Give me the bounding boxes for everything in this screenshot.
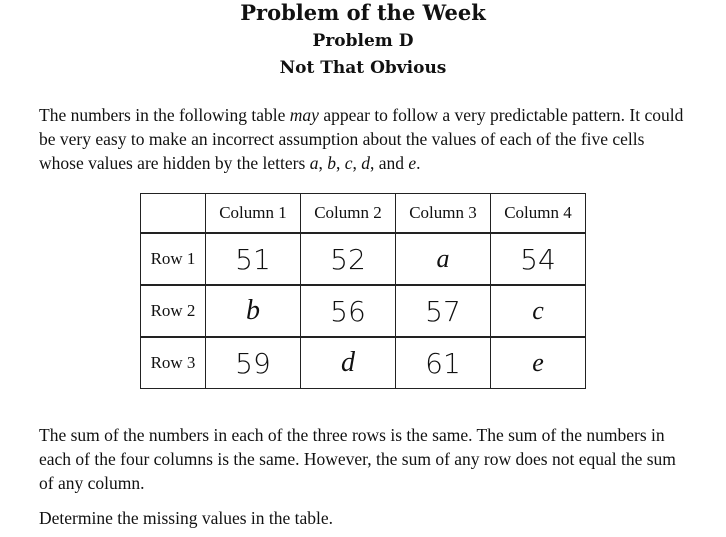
table-header-row [141, 194, 586, 233]
column-header: Column 3 [396, 194, 491, 233]
problem-name: Not That Obvious [279, 58, 447, 78]
table-cell-unknown-c: c [491, 286, 586, 337]
intro-emphasis: may [289, 105, 319, 125]
table-cell: 54 [491, 234, 586, 285]
intro-paragraph [39, 103, 691, 175]
variable-b: b [327, 153, 336, 173]
intro-end: . [416, 153, 421, 173]
separator: , and [369, 153, 409, 173]
row-label: Row 1 [141, 234, 206, 285]
variable-d: d [361, 153, 370, 173]
table-cell: 59 [206, 338, 301, 389]
table-cell-unknown-e: e [491, 338, 586, 389]
separator: , [335, 153, 345, 173]
page-title: Problem of the Week [240, 0, 486, 25]
separator: , [318, 153, 328, 173]
table-row [141, 234, 586, 285]
row-label: Row 2 [141, 286, 206, 337]
variable-e: e [408, 153, 417, 173]
table-row [141, 286, 586, 337]
table-cell: 52 [301, 234, 396, 285]
column-header: Column 4 [491, 194, 586, 233]
table-corner-cell [141, 194, 206, 233]
variable-c: c [344, 153, 353, 173]
table-cell: 61 [396, 338, 491, 389]
task-paragraph: Determine the missing values in the table. [39, 508, 334, 528]
conditions-paragraph: The sum of the numbers in each of the three rows is the same. The sum of the numbers in each of the four columns is the same. However, the sum of any row does not equal the sum of any column. [39, 425, 676, 493]
table-row [141, 338, 586, 389]
column-header: Column 1 [206, 194, 301, 233]
problem-label: Problem D [312, 31, 414, 51]
table-cell-unknown-a: a [396, 234, 491, 285]
table-cell-unknown-b: b [206, 286, 301, 337]
table-cell-unknown-d: d [301, 338, 396, 389]
intro-text-1: The numbers in the following table [39, 105, 290, 125]
table-cell: 56 [301, 286, 396, 337]
number-table [140, 193, 586, 389]
table-cell: 57 [396, 286, 491, 337]
variable-a: a [309, 153, 319, 173]
row-label: Row 3 [141, 338, 206, 389]
column-header: Column 2 [301, 194, 396, 233]
separator: , [352, 153, 362, 173]
intro-text-2: appear to follow a very predictable pattern. It could be very easy to make an incorrect assumption about the values of each of the five cells whose values are hidden by the letters [39, 105, 684, 173]
table-cell: 51 [206, 234, 301, 285]
